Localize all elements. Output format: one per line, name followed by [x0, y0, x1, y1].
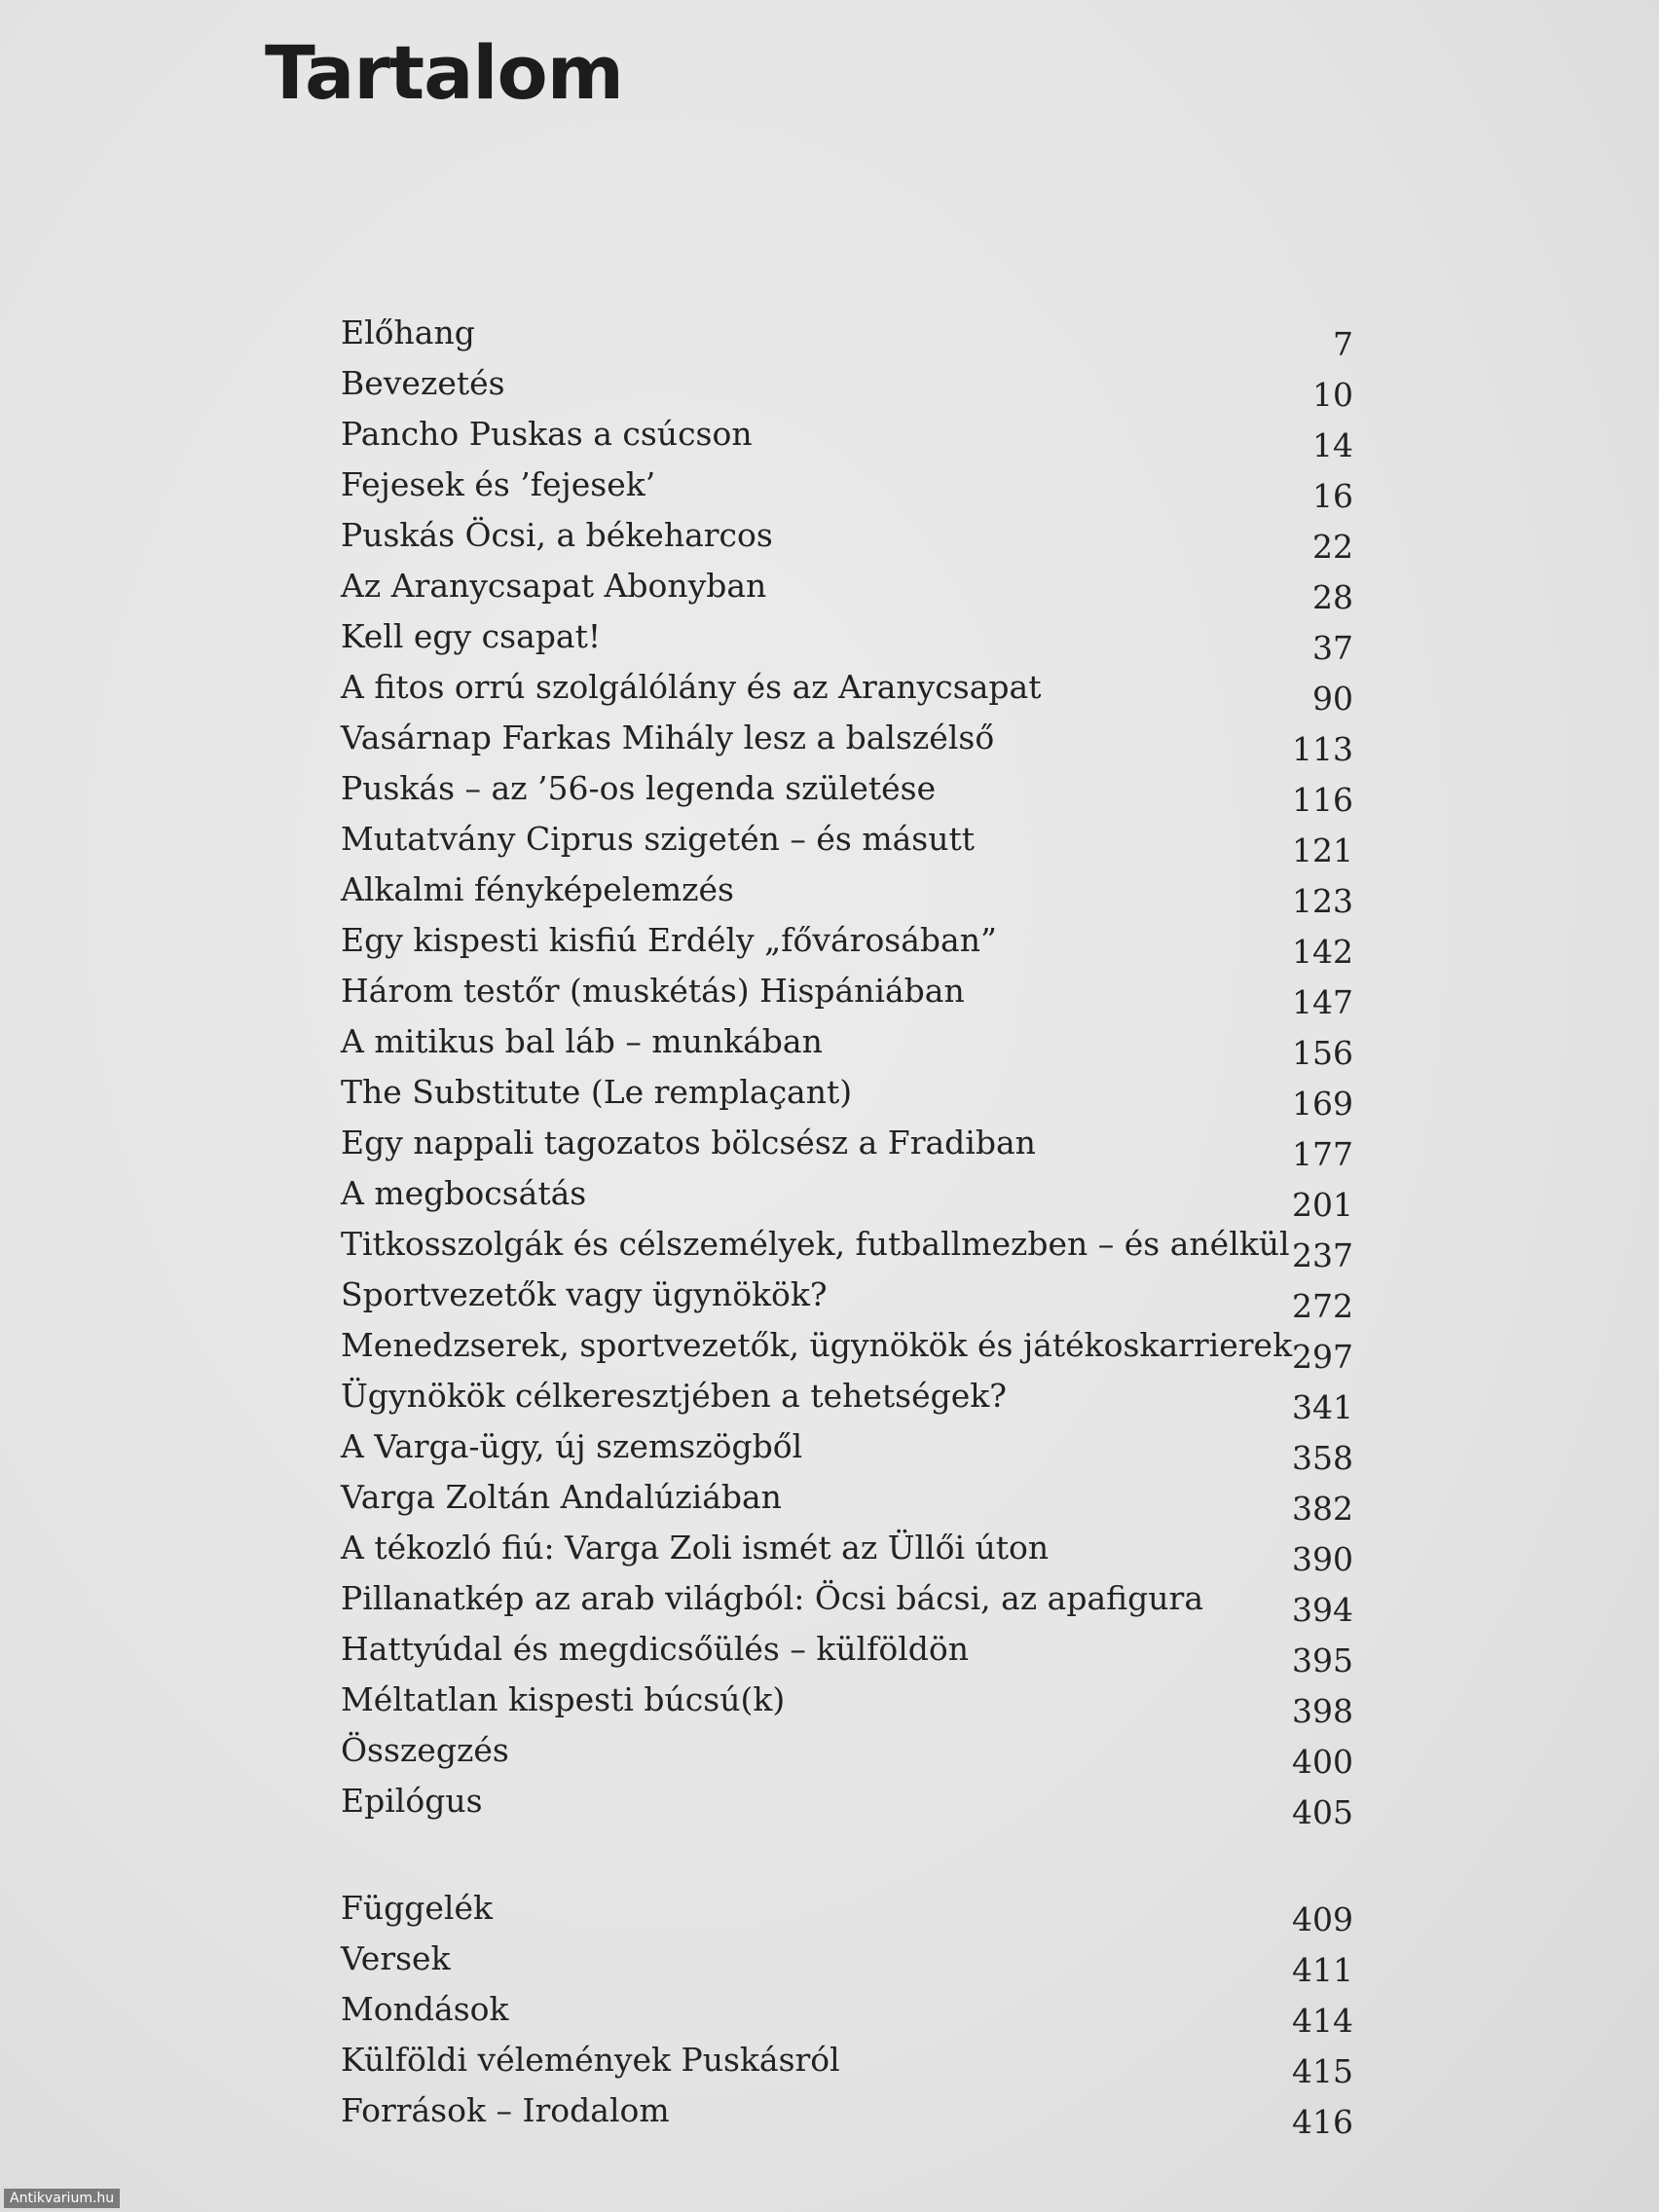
appendix-entry [341, 2091, 1353, 2142]
toc-entry-page: 142 [1292, 933, 1353, 971]
page-title: Tartalom [265, 29, 623, 116]
toc-entry-title: Menedzserek, sportvezetők, ügynökök és játékoskarrierek [341, 1326, 1293, 1364]
toc-entry-title: Puskás Öcsi, a békeharcos [341, 516, 773, 554]
toc-entry [341, 313, 1353, 364]
toc-entry-page: 382 [1292, 1490, 1353, 1528]
toc-entry-page: 358 [1292, 1439, 1353, 1477]
toc-entry-title: The Substitute (Le remplaçant) [341, 1073, 853, 1111]
toc-entry-page: 395 [1292, 1641, 1353, 1679]
toc-entry-page: 341 [1292, 1388, 1353, 1426]
toc-entry [341, 1275, 1353, 1326]
appendix-entry [341, 1990, 1353, 2041]
toc-entry-title: Hattyúdal és megdicsőülés – külföldön [341, 1630, 970, 1668]
toc-entry [341, 1022, 1353, 1073]
toc-entry-page: 116 [1292, 781, 1353, 819]
toc-entry [341, 870, 1353, 921]
toc-entry [341, 1529, 1353, 1579]
toc-entry [341, 1782, 1353, 1832]
toc-entry-page: 10 [1312, 376, 1353, 414]
toc-entry-page: 398 [1292, 1692, 1353, 1730]
toc-entry-page: 121 [1292, 831, 1353, 869]
toc-entry [341, 1680, 1353, 1731]
appendix-entry-title: Függelék [341, 1889, 494, 1927]
toc-entry-page: 394 [1292, 1591, 1353, 1629]
appendix-entry-title: Versek [341, 1939, 451, 1977]
toc-entry-title: Három testőr (muskétás) Hispániában [341, 972, 965, 1010]
toc-entry-title: Előhang [341, 313, 475, 351]
toc-entry [341, 1124, 1353, 1174]
appendix-entry-title: Mondások [341, 1990, 509, 2028]
toc-entry-page: 37 [1312, 629, 1353, 667]
toc-entry-page: 400 [1292, 1743, 1353, 1781]
appendix-entry-title: Külföldi vélemények Puskásról [341, 2041, 840, 2079]
toc-entry-page: 272 [1292, 1287, 1353, 1325]
toc-entry [341, 415, 1353, 465]
toc-entry [341, 465, 1353, 516]
toc-entry-title: A megbocsátás [341, 1174, 587, 1212]
toc-entry-title: Vasárnap Farkas Mihály lesz a balszélső [341, 719, 995, 756]
appendix-entry-page: 415 [1292, 2052, 1353, 2090]
toc-entry-page: 201 [1292, 1186, 1353, 1224]
appendix-entry-page: 416 [1292, 2103, 1353, 2141]
toc-entry-title: Mutatvány Ciprus szigetén – és másutt [341, 820, 976, 858]
toc-entry-title: Bevezetés [341, 364, 505, 402]
toc-entry [341, 972, 1353, 1022]
toc-entry [341, 1478, 1353, 1529]
toc-entry-title: A fitos orrú szolgálólány és az Aranycsapat [341, 668, 1042, 706]
appendix-entry-page: 411 [1292, 1951, 1353, 1989]
toc-entry-page: 147 [1292, 983, 1353, 1021]
toc-entry-page: 390 [1292, 1540, 1353, 1578]
toc-entry-title: Egy nappali tagozatos bölcsész a Fradiban [341, 1124, 1036, 1161]
toc-entry-page: 237 [1292, 1236, 1353, 1274]
toc-entry-page: 28 [1312, 578, 1353, 616]
appendix-entry-page: 414 [1292, 2002, 1353, 2040]
toc-entry [341, 1225, 1353, 1275]
appendix-entry [341, 1889, 1353, 1939]
toc-entry [341, 364, 1353, 415]
appendix-entry [341, 1939, 1353, 1990]
toc-entry-page: 14 [1312, 426, 1353, 464]
toc-entry [341, 1377, 1353, 1427]
toc-entry-page: 169 [1292, 1085, 1353, 1123]
toc-entry-title: Ügynökök célkeresztjében a tehetségek? [341, 1377, 1007, 1415]
toc-entry-page: 22 [1312, 528, 1353, 566]
toc-entry-page: 90 [1312, 680, 1353, 718]
toc-entry-page: 16 [1312, 477, 1353, 515]
toc-entry [341, 516, 1353, 567]
toc-entry [341, 1731, 1353, 1782]
toc-entry-title: Kell egy csapat! [341, 617, 602, 655]
toc-entry-page: 113 [1292, 730, 1353, 768]
toc-entry [341, 1579, 1353, 1630]
toc-entry-page: 405 [1292, 1793, 1353, 1831]
toc-entry-title: A mitikus bal láb – munkában [341, 1022, 823, 1060]
toc-entry [341, 1174, 1353, 1225]
toc-entry-title: Epilógus [341, 1782, 483, 1820]
toc-entry [341, 820, 1353, 870]
toc-entry [341, 769, 1353, 820]
toc-entry-title: Fejesek és ’fejesek’ [341, 465, 656, 503]
appendix-entry [341, 2041, 1353, 2091]
toc-entry [341, 1073, 1353, 1124]
toc-entry [341, 617, 1353, 668]
toc-entry-title: Varga Zoltán Andalúziában [341, 1478, 782, 1516]
toc-entry-page: 123 [1292, 882, 1353, 920]
toc-entry-title: Pillanatkép az arab világból: Öcsi bácsi, az apafigura [341, 1579, 1203, 1617]
toc-entry-page: 7 [1333, 325, 1353, 363]
toc-entry-title: A tékozló fiú: Varga Zoli ismét az Üllői úton [341, 1529, 1050, 1567]
toc-entry-title: Alkalmi fényképelemzés [341, 870, 734, 908]
toc-entry-title: A Varga-ügy, új szemszögből [341, 1427, 803, 1465]
toc-entry [341, 668, 1353, 719]
toc-entry [341, 567, 1353, 617]
watermark: Antikvarium.hu [4, 2189, 120, 2208]
toc-entry-title: Összegzés [341, 1731, 509, 1769]
toc-entry-page: 177 [1292, 1135, 1353, 1173]
toc-entry [341, 719, 1353, 769]
toc-entry-title: Egy kispesti kisfiú Erdély „fővárosában” [341, 921, 997, 959]
toc-entry-title: Titkosszolgák és célszemélyek, futballmezben – és anélkül [341, 1225, 1290, 1263]
toc-entry-title: Pancho Puskas a csúcson [341, 415, 753, 453]
toc-entry [341, 1326, 1353, 1377]
toc-entry [341, 1427, 1353, 1478]
toc-entry-title: Méltatlan kispesti búcsú(k) [341, 1680, 786, 1718]
toc-entry-title: Puskás – az ’56-os legenda születése [341, 769, 937, 807]
toc-entry-title: Sportvezetők vagy ügynökök? [341, 1275, 828, 1313]
toc-entry-page: 156 [1292, 1034, 1353, 1072]
appendix-entry-title: Források – Irodalom [341, 2091, 670, 2129]
toc-entry [341, 921, 1353, 972]
toc-entry-page: 297 [1292, 1338, 1353, 1376]
toc-entry-title: Az Aranycsapat Abonyban [341, 567, 767, 605]
appendix-entry-page: 409 [1292, 1900, 1353, 1938]
toc-entry [341, 1630, 1353, 1680]
